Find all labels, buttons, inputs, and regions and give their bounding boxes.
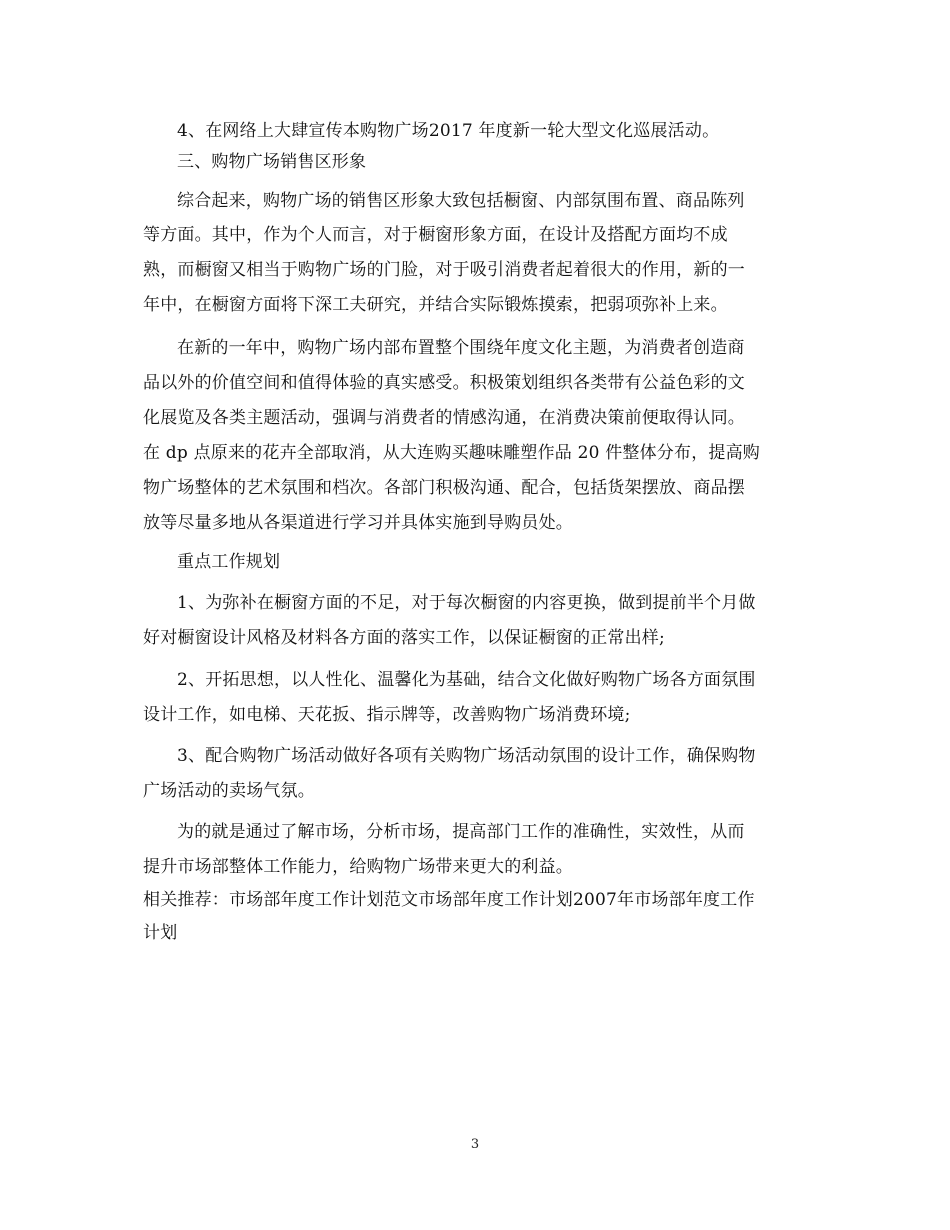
text-line-21: 提升市场部整体工作能力，给购物广场带来更大的利益。 (143, 857, 573, 877)
text-line-8: 品以外的价值空间和值得体验的真实感受。积极策划组织各类带有公益色彩的文 (143, 373, 745, 393)
text-line-1: 4、在网络上大肆宣传本购物广场2017 年度新一轮大型文化巡展活动。 (177, 121, 720, 141)
related-recommendations-line-1: 相关推荐：市场部年度工作计划范文市场部年度工作计划2007年市场部年度工作 (143, 890, 755, 910)
text-line-4: 等方面。其中，作为个人而言，对于橱窗形象方面，在设计及搭配方面均不成 (143, 225, 728, 245)
page-number: 3 (470, 1137, 480, 1152)
text-line-20: 为的就是通过了解市场，分析市场，提高部门工作的准确性，实效性，从而 (177, 822, 745, 842)
text-line-17: 设计工作，如电梯、天花扳、指示牌等，改善购物广场消费环境; (143, 705, 631, 725)
text-line-11: 物广场整体的艺术氛围和档次。各部门积极沟通、配合，包括货架摆放、商品摆 (143, 478, 745, 498)
text-line-16: 2、开拓思想，以人性化、温馨化为基础，结合文化做好购物广场各方面氛围 (177, 670, 756, 690)
text-line-9: 化展览及各类主题活动，强调与消费者的情感沟通，在消费决策前便取得认同。 (143, 408, 745, 428)
text-line-5: 熟，而橱窗又相当于购物广场的门脸，对于吸引消费者起着很大的作用，新的一 (143, 260, 745, 280)
text-line-3: 综合起来，购物广场的销售区形象大致包括橱窗、内部氛围布置、商品陈列 (177, 191, 745, 211)
text-line-7: 在新的一年中，购物广场内部布置整个围绕年度文化主题，为消费者创造商 (177, 338, 745, 358)
section-heading-sales-area-image: 三、购物广场销售区形象 (177, 152, 367, 172)
text-line-14: 1、为弥补在橱窗方面的不足，对于每次橱窗的内容更换，做到提前半个月做 (177, 593, 756, 613)
text-line-12: 放等尽量多地从各渠道进行学习并具体实施到导购员处。 (143, 513, 573, 533)
text-line-15: 好对橱窗设计风格及材料各方面的落实工作，以保证橱窗的正常出样; (143, 628, 665, 648)
text-line-19: 广场活动的卖场气氛。 (143, 781, 315, 801)
text-line-18: 3、配合购物广场活动做好各项有关购物广场活动氛围的设计工作，确保购物 (177, 746, 756, 766)
section-heading-key-work-plan: 重点工作规划 (177, 552, 281, 572)
text-line-6: 年中，在橱窗方面将下深工夫研究，并结合实际锻炼摸索，把弱项弥补上来。 (143, 295, 728, 315)
related-recommendations-line-2: 计划 (143, 923, 178, 943)
text-line-10: 在 dp 点原来的花卉全部取消，从大连购买趣味雕塑作品 20 件整体分布，提高购 (143, 443, 761, 463)
